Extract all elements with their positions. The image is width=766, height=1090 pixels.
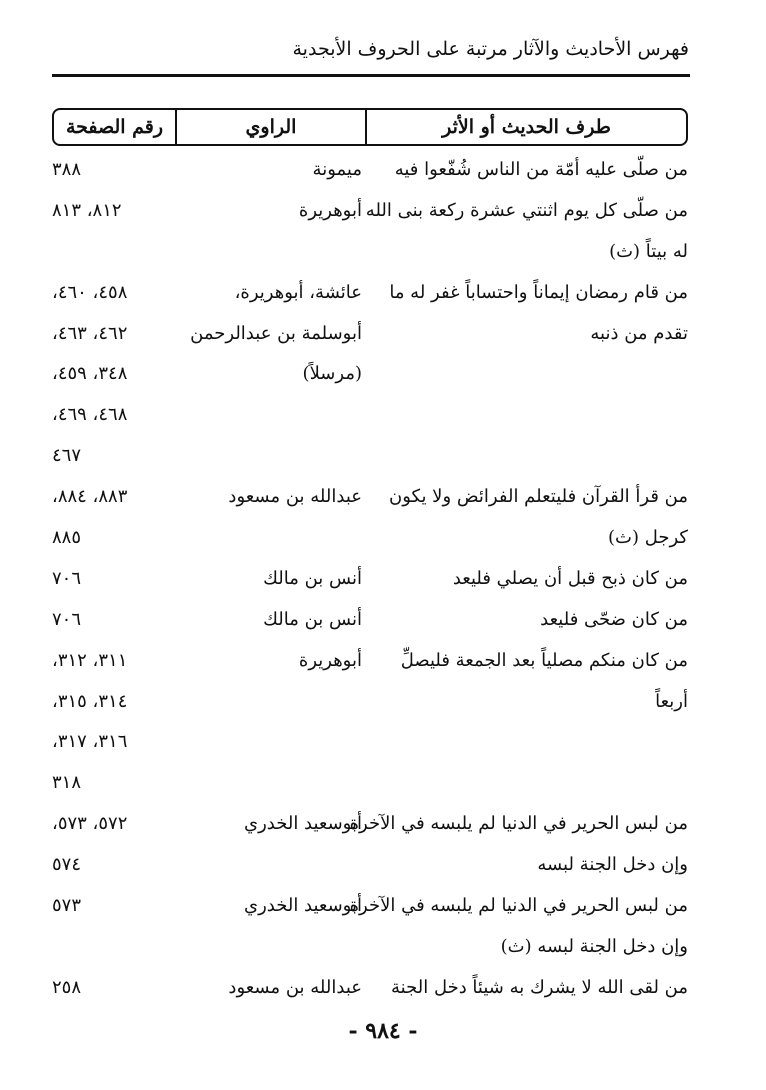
page-refs: ٨٨٣، ٨٨٤، — [52, 486, 128, 508]
page-refs: ٢٥٨ — [52, 976, 82, 998]
page-refs: ٤٥٨، ٤٦٠، — [52, 281, 128, 303]
page-refs: ٤٦٨، ٤٦٩، — [52, 404, 128, 426]
table-row — [52, 399, 688, 440]
page-refs: ٥٧٢، ٥٧٣، — [52, 813, 128, 835]
table-row — [52, 481, 688, 522]
table-row — [52, 318, 688, 359]
page-refs: ٧٠٦ — [52, 567, 82, 589]
table-row — [52, 522, 688, 563]
page-refs: ٣٨٨ — [52, 159, 82, 180]
page-refs: ٨١٢، ٨١٣ — [52, 199, 122, 221]
page-refs: ٨٨٥ — [52, 527, 82, 549]
hadith-text: أربعاً — [655, 690, 688, 712]
hadith-text: من صلّى كل يوم اثنتي عشرة ركعة بنى الله — [365, 199, 688, 221]
hadith-text: له بيتاً (ث) — [609, 240, 688, 262]
hadith-text: من كان ضحّى فليعد — [540, 608, 688, 630]
hadith-text: من كان ذبح قبل أن يصلي فليعد — [452, 567, 688, 589]
table-row — [52, 563, 688, 604]
page-number: - ٩٨٤ - — [348, 1018, 418, 1044]
hadith-text: من قام رمضان إيماناً واحتساباً غفر له ما — [389, 281, 688, 303]
column-header-hadith: طرف الحديث أو الأثر — [365, 110, 686, 144]
narrator: أبوسعيد الخدري — [243, 895, 362, 917]
hadith-text: من لقى الله لا يشرك به شيئاً دخل الجنة — [391, 976, 688, 998]
table-row — [52, 849, 688, 890]
page-refs: ٣١١، ٣١٢، — [52, 649, 128, 671]
table-row — [52, 236, 688, 277]
index-table — [52, 154, 688, 1013]
narrator: عبدالله بن مسعود — [228, 976, 362, 998]
header-rule — [52, 74, 690, 77]
narrator: أنس بن مالك — [263, 567, 362, 589]
running-head-title: فهرس الأحاديث والآثار مرتبة على الحروف الأبجدية — [292, 38, 689, 60]
table-row — [52, 277, 688, 318]
page-refs: ٣١٤، ٣١٥، — [52, 690, 128, 712]
hadith-text: من لبس الحرير في الدنيا لم يلبسه في الآخرة — [349, 895, 688, 917]
hadith-text: من كان منكم مصلياً بعد الجمعة فليصلِّ — [400, 649, 688, 671]
table-row — [52, 767, 688, 808]
narrator: (مرسلاً) — [302, 363, 362, 385]
narrator: أنس بن مالك — [263, 608, 362, 630]
table-row — [52, 154, 688, 195]
hadith-text: تقدم من ذنبه — [590, 322, 688, 344]
narrator: أبوهريرة — [298, 199, 362, 221]
hadith-text: كرجل (ث) — [608, 527, 688, 549]
table-row — [52, 931, 688, 972]
page-refs: ٤٦٢، ٤٦٣، — [52, 322, 128, 344]
table-row — [52, 440, 688, 481]
column-header-narrator: الراوي — [175, 110, 365, 144]
table-row — [52, 358, 688, 399]
narrator: أبوهريرة — [298, 649, 362, 671]
hadith-text: من لبس الحرير في الدنيا لم يلبسه في الآخرة — [349, 813, 688, 835]
column-header-page: رقم الصفحة — [65, 116, 164, 138]
page-refs: ٣١٨ — [52, 772, 82, 794]
narrator: أبوسلمة بن عبدالرحمن — [190, 322, 362, 344]
hadith-text: من صلّى عليه أمّة من الناس شُفّعوا فيه — [394, 159, 688, 180]
narrator: عبدالله بن مسعود — [228, 486, 362, 508]
narrator: ميمونة — [312, 159, 362, 180]
hadith-text: وإن دخل الجنة لبسه — [537, 854, 688, 876]
page-refs: ٧٠٦ — [52, 608, 82, 630]
table-row — [52, 686, 688, 727]
narrator: أبوسعيد الخدري — [243, 813, 362, 835]
table-header — [52, 108, 688, 146]
page-refs: ٤٦٧ — [52, 445, 82, 467]
table-row — [52, 645, 688, 686]
hadith-text: من قرأ القرآن فليتعلم الفرائض ولا يكون — [388, 486, 688, 508]
narrator: عائشة، أبوهريرة، — [234, 281, 362, 303]
page-refs: ٣١٦، ٣١٧، — [52, 731, 128, 753]
table-row — [52, 972, 688, 1013]
table-row — [52, 890, 688, 931]
table-row — [52, 808, 688, 849]
table-row — [52, 726, 688, 767]
table-row — [52, 195, 688, 236]
table-row — [52, 604, 688, 645]
page-refs: ٥٧٤ — [52, 854, 82, 876]
page-refs: ٣٤٨، ٤٥٩، — [52, 363, 128, 385]
hadith-text: وإن دخل الجنة لبسه (ث) — [500, 935, 688, 957]
page-refs: ٥٧٣ — [52, 895, 82, 917]
